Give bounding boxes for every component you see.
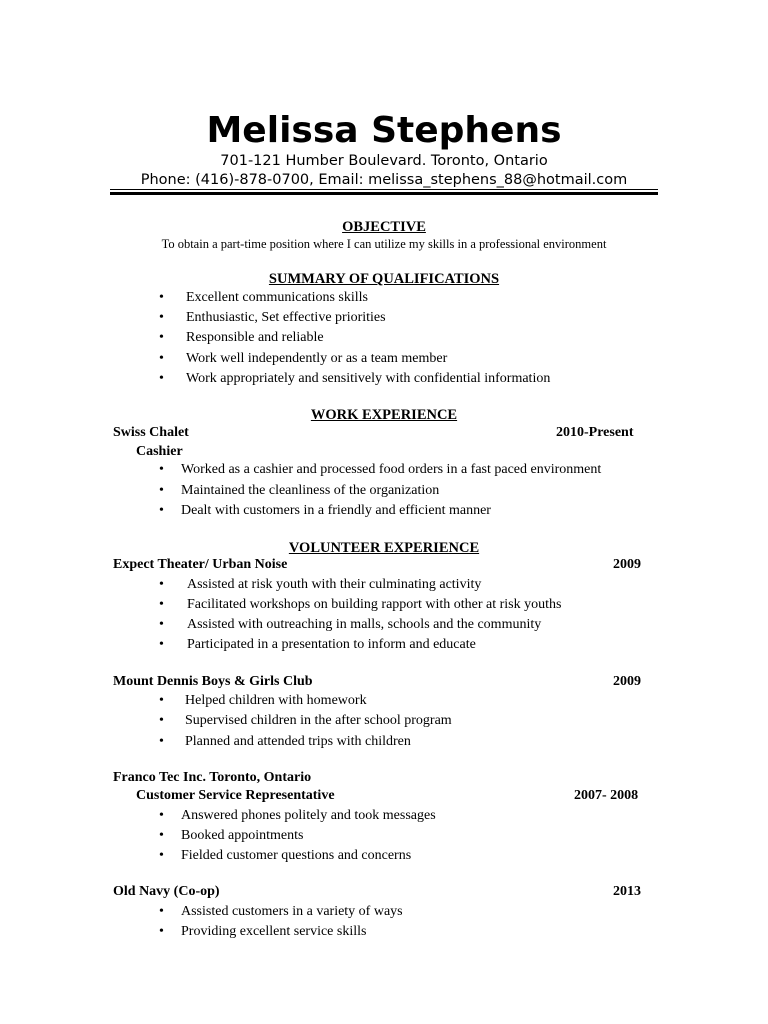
bullet-dot: • [159, 734, 164, 749]
employer-name: Mount Dennis Boys & Girls Club [113, 674, 313, 689]
bullet-dot: • [159, 808, 164, 823]
contact-line: Phone: (416)-878-0700, Email: melissa_stephens_88@hotmail.com [140, 172, 628, 188]
bullet-dot: • [159, 637, 164, 652]
employer-name: Franco Tec Inc. Toronto, Ontario [113, 770, 312, 785]
bullet-dot: • [159, 330, 164, 345]
summary-item-text: Work appropriately and sensitively with confidential information [186, 371, 551, 386]
work-heading: WORK EXPERIENCE [310, 407, 458, 423]
objective-heading: OBJECTIVE [342, 219, 426, 235]
job-date: 2013 [613, 884, 641, 899]
job-bullet-text: Participated in a presentation to inform and educate [187, 637, 476, 652]
summary-item-text: Enthusiastic, Set effective priorities [186, 310, 386, 325]
header-rule-thick [110, 192, 658, 195]
bullet-dot: • [159, 597, 164, 612]
bullet-dot: • [159, 904, 164, 919]
header-rule-thin [110, 189, 658, 190]
job-bullet-text: Dealt with customers in a friendly and efficient manner [181, 503, 491, 518]
job-bullet-text: Assisted with outreaching in malls, schools and the community [187, 617, 542, 632]
job-bullet-text: Answered phones politely and took messages [181, 808, 436, 823]
job-date: 2007- 2008 [574, 788, 639, 803]
employer-name: Swiss Chalet [113, 425, 189, 440]
employer-name: Expect Theater/ Urban Noise [113, 557, 288, 572]
volunteer-heading: VOLUNTEER EXPERIENCE [288, 540, 480, 556]
objective-text: To obtain a part-time position where I can utilize my skills in a professional environment [161, 237, 607, 251]
bullet-dot: • [159, 693, 164, 708]
bullet-dot: • [159, 290, 164, 305]
job-role: Customer Service Representative [136, 788, 335, 803]
job-date: 2010-Present [556, 425, 634, 440]
summary-item-text: Excellent communications skills [186, 290, 368, 305]
bullet-dot: • [159, 503, 164, 518]
job-bullet-text: Facilitated workshops on building rapport with other at risk youths [187, 597, 562, 612]
bullet-dot: • [159, 310, 164, 325]
job-bullet-text: Assisted customers in a variety of ways [181, 904, 403, 919]
bullet-dot: • [159, 577, 164, 592]
job-bullet-text: Booked appointments [181, 828, 304, 843]
job-bullet-text: Helped children with homework [185, 693, 367, 708]
job-bullet-text: Planned and attended trips with children [185, 734, 411, 749]
address-line: 701-121 Humber Boulevard. Toronto, Ontario [220, 153, 548, 169]
job-date: 2009 [613, 557, 641, 572]
bullet-dot: • [159, 924, 164, 939]
bullet-dot: • [159, 713, 164, 728]
summary-item-text: Responsible and reliable [186, 330, 324, 345]
bullet-dot: • [159, 617, 164, 632]
job-bullet-text: Assisted at risk youth with their culminating activity [187, 577, 482, 592]
bullet-dot: • [159, 483, 164, 498]
bullet-dot: • [159, 351, 164, 366]
bullet-dot: • [159, 828, 164, 843]
job-bullet-text: Supervised children in the after school program [185, 713, 452, 728]
summary-item-text: Work well independently or as a team member [186, 351, 448, 366]
job-bullet-text: Fielded customer questions and concerns [181, 848, 412, 863]
employer-name: Old Navy (Co-op) [113, 884, 220, 899]
job-bullet-text: Providing excellent service skills [181, 924, 367, 939]
job-bullet-text: Worked as a cashier and processed food orders in a fast paced environment [181, 462, 602, 477]
job-date: 2009 [613, 674, 641, 689]
summary-heading: SUMMARY OF QUALIFICATIONS [268, 271, 500, 287]
job-bullet-text: Maintained the cleanliness of the organization [181, 483, 440, 498]
resume-name: Melissa Stephens [206, 110, 562, 151]
job-role: Cashier [136, 444, 183, 459]
bullet-dot: • [159, 848, 164, 863]
bullet-dot: • [159, 371, 164, 386]
bullet-dot: • [159, 462, 164, 477]
